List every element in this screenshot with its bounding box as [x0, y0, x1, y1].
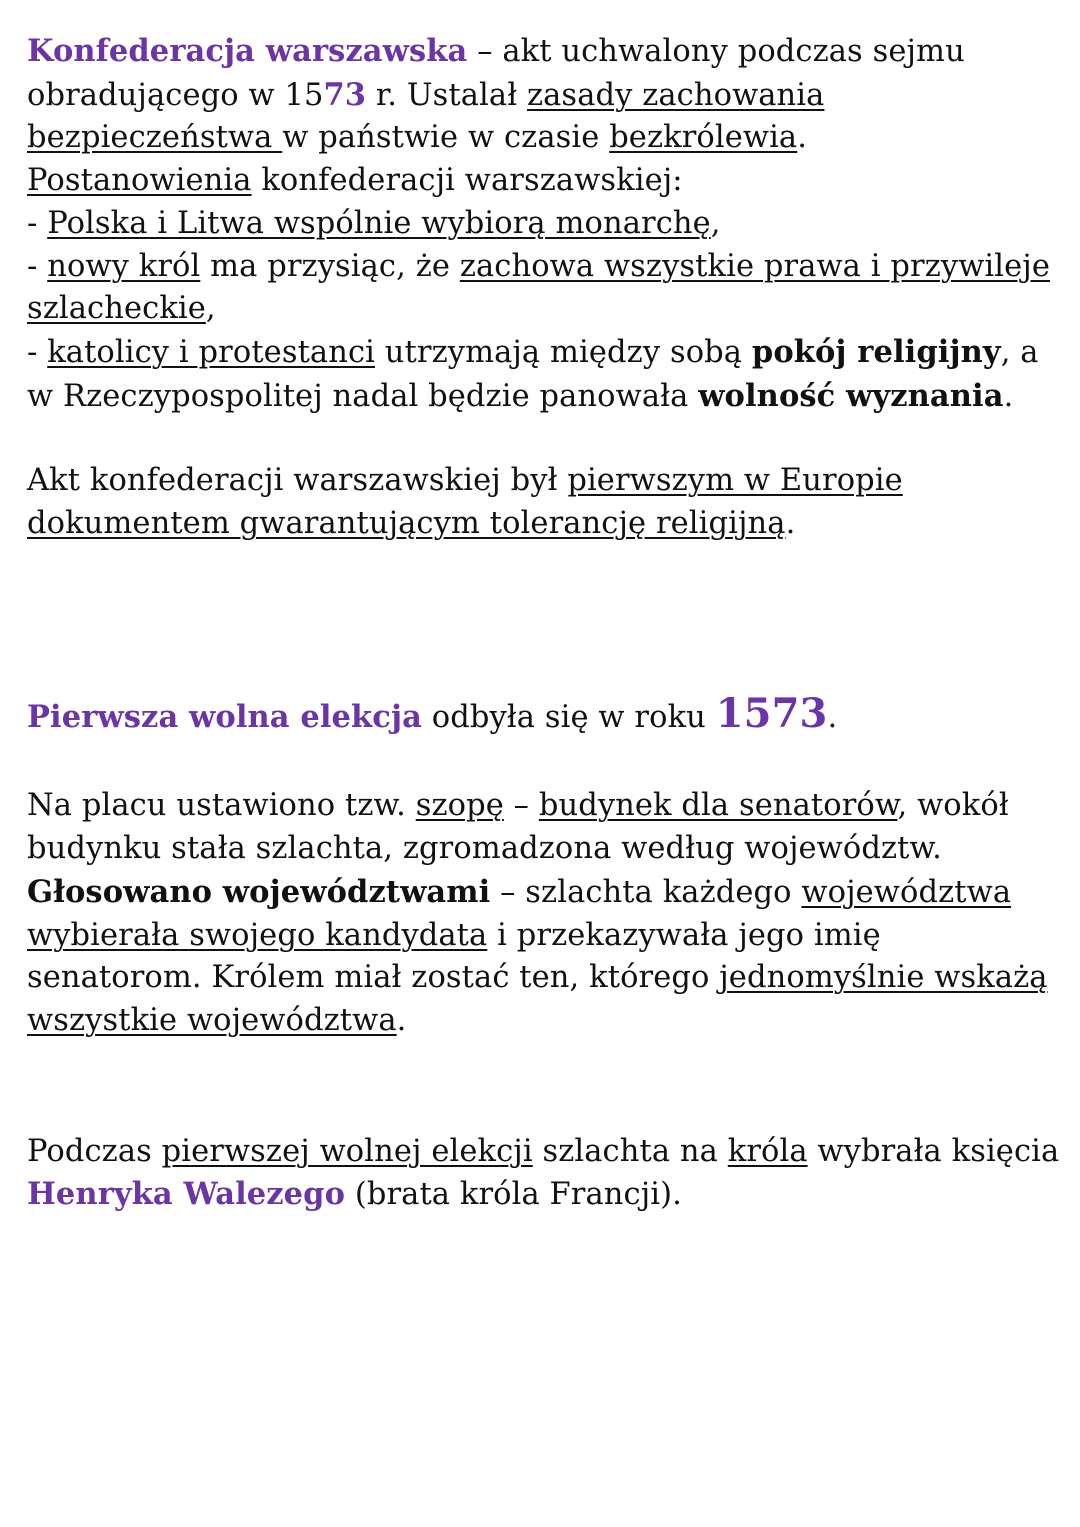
underlined-phrase: zasady zachowania bezpieczeństwa [27, 77, 825, 156]
list-dash: - [27, 205, 48, 241]
text-fragment: Akt konfederacji warszawskiej był [27, 463, 568, 499]
notes-page [27, 30, 1063, 1217]
text-fragment: . [1003, 378, 1014, 414]
tolerance-paragraph [27, 460, 1063, 545]
year-highlight: 73 [323, 76, 367, 113]
underlined-phrase: budynek dla senatorów [538, 788, 898, 824]
text-fragment: ma przysiąc, że [200, 248, 460, 284]
text-fragment: . [827, 699, 838, 735]
text-fragment: odbyła się w roku [421, 699, 716, 735]
underlined-phrase: króla [727, 1133, 808, 1169]
text-fragment: utrzymają między sobą [375, 334, 752, 370]
text-fragment: . [797, 120, 808, 156]
king-paragraph [27, 1131, 1063, 1217]
underlined-phrase: katolicy i protestanci [47, 334, 375, 370]
text-fragment: – [503, 788, 539, 824]
underlined-phrase: bezkrólewia [609, 120, 798, 156]
text-fragment: (brata króla Francji). [345, 1177, 682, 1213]
bold-phrase: wolność wyznania [698, 377, 1004, 414]
decisions-label: Postanowienia [27, 163, 252, 199]
text-fragment: , [205, 291, 216, 327]
election-heading [27, 689, 1063, 740]
confederation-paragraph [27, 30, 1063, 418]
confederation-title: Konfederacja warszawska [27, 33, 468, 69]
text-fragment: i przekazywała jego imię senatorom. Królem miał zostać ten, którego [27, 917, 881, 996]
underlined-phrase: jednomyślnie wskażą wszystkie województwa [27, 960, 1048, 1038]
text-fragment: wybrała księcia [807, 1133, 1060, 1169]
list-dash: - [27, 248, 48, 284]
underlined-phrase: województwa wybierała swojego kandydata [27, 874, 1012, 953]
election-year: 1573 [715, 689, 828, 737]
bold-phrase: pokój religijny [751, 333, 1001, 370]
list-dash: - [27, 334, 48, 370]
underlined-phrase: pierwszej wolnej elekcji [161, 1133, 533, 1169]
bold-phrase: Głosowano województwami [27, 873, 491, 910]
text-fragment: , wokół budynku stała szlachta, zgromadzona według województw. [27, 788, 1009, 867]
text-fragment: – szlachta każdego [490, 874, 802, 910]
text-fragment: . [785, 506, 796, 542]
text-fragment: – akt uchwalony podczas sejmu obradującego w 15 [27, 34, 965, 113]
king-name: Henryka Walezego [27, 1176, 346, 1213]
text-fragment: Podczas [27, 1133, 162, 1169]
election-title: Pierwsza wolna elekcja [27, 698, 422, 735]
underlined-phrase: pierwszym w Europie dokumentem gwarantującym tolerancję religijną [27, 463, 903, 542]
text-fragment: . [396, 1002, 407, 1038]
underlined-phrase: zachowa wszystkie prawa i przywileje szlacheckie [27, 248, 1050, 327]
text-fragment: , [710, 205, 721, 241]
text-fragment: konfederacji warszawskiej: [251, 163, 683, 199]
underlined-phrase: nowy król [47, 248, 201, 284]
text-fragment: , a w Rzeczypospolitej nadal będzie panowała [27, 334, 1039, 414]
voting-paragraph [27, 785, 1063, 1042]
underlined-phrase: Polska i Litwa wspólnie wybiorą monarchę [47, 205, 711, 241]
text-fragment: w państwie w czasie [282, 120, 610, 156]
text-fragment: r. Ustalał [366, 77, 527, 113]
underlined-phrase: szopę [415, 788, 504, 824]
text-fragment: szlachta na [532, 1133, 728, 1169]
text-fragment: Na placu ustawiono tzw. [27, 788, 416, 824]
